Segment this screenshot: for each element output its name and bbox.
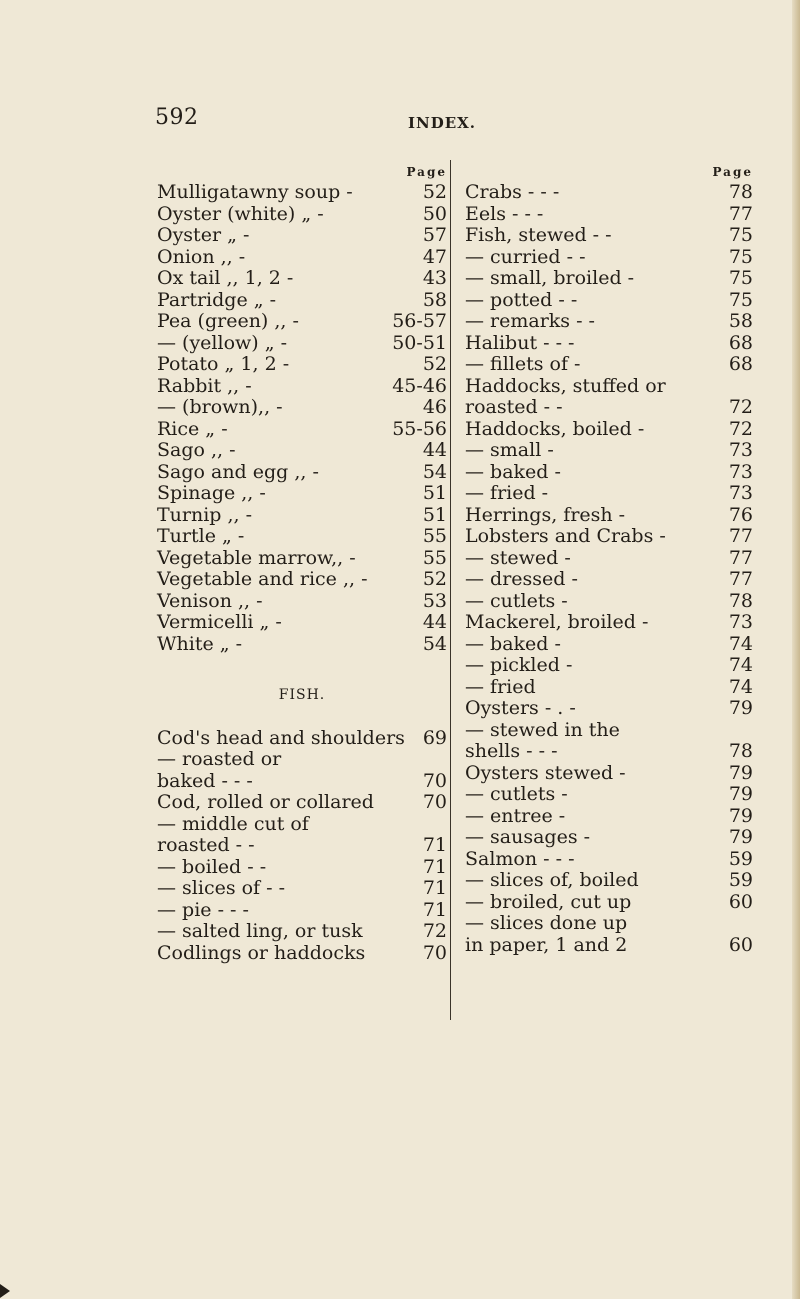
index-entry [465,591,753,613]
index-entry [157,900,447,922]
index-entry [157,483,447,505]
page-edge [792,0,800,1299]
index-entry [465,827,753,849]
entry-page: 46 [422,396,447,418]
index-entry [465,892,753,914]
index-entry [465,483,753,505]
entry-text: Rabbit ,, - [157,374,252,397]
index-entry [157,569,447,591]
entry-text: Oyster (white) „ - [157,202,324,225]
entry-text: — baked - [465,632,561,655]
entry-page: 55-56 [392,417,447,440]
entry-page: 52 [422,568,447,590]
entry-text: — small - [465,439,554,461]
entry-text: Eels - - - [465,202,544,225]
index-entry [157,354,447,376]
entry-page: 54 [422,632,447,655]
index-entry [465,182,753,204]
entry-text: Cod, rolled or collared [157,791,374,813]
entry-text: Crabs - - - [465,181,560,203]
index-entry [157,921,447,943]
entry-page: 43 [422,267,447,289]
index-entry [157,225,447,247]
entry-page: 70 [422,791,447,813]
index-entry [465,505,753,527]
entry-text: — dressed - [465,568,578,590]
entry-page: 75 [728,267,753,289]
index-entry [465,526,753,548]
entry-page: 75 [728,245,753,268]
entry-page: 55 [422,546,447,569]
entry-page: 59 [728,847,753,870]
index-entry [157,182,447,204]
entry-text: Codlings or haddocks [157,941,366,964]
index-entry [157,526,447,548]
fish-entries [157,728,447,965]
index-entry [465,247,753,269]
entry-page: 45-46 [392,374,447,397]
entry-text: — entree - [465,804,566,827]
entry-page: 78 [728,740,753,762]
entry-text: — stewed - [465,546,571,569]
entry-text: shells - - - [465,740,558,762]
entry-text: Haddocks, stuffed or [465,374,666,397]
entry-page: 44 [422,439,447,461]
index-entry [157,835,447,857]
entry-text: Turtle „ - [157,525,245,547]
index-entry [157,247,447,269]
entry-page: 74 [728,675,753,698]
index-entry [465,397,753,419]
entry-page: 71 [422,855,447,878]
entry-text: — fried - [465,482,549,504]
entry-text: — slices done up [465,912,628,934]
entry-text: Vegetable marrow,, - [157,546,356,569]
entry-page: 50 [422,202,447,225]
page-column-head: Page [406,165,447,179]
entry-page: 70 [422,769,447,792]
entry-text: — slices of, boiled [465,869,639,891]
entry-page: 52 [422,353,447,375]
entry-page: 79 [728,804,753,827]
entry-page: 56-57 [392,310,447,332]
left-column [157,162,447,964]
entry-text: — potted - - [465,288,578,311]
entry-page: 59 [728,869,753,891]
entry-page: 44 [422,611,447,633]
entry-text: — slices of - - [157,877,286,899]
index-entry [157,290,447,312]
index-entry [157,440,447,462]
index-entry [465,462,753,484]
entry-page: 53 [422,589,447,612]
entry-text: — middle cut of [157,812,309,835]
entry-text: Spinage ,, - [157,482,266,504]
entry-page: 77 [728,568,753,590]
entry-page: 79 [728,697,753,719]
entry-text: Oysters stewed - [465,761,626,784]
entry-text: Mulligatawny soup - [157,181,353,203]
index-entry [465,333,753,355]
index-entry [465,419,753,441]
entry-text: White „ - [157,632,243,655]
entry-page: 57 [422,224,447,246]
entry-text: Oyster „ - [157,224,250,246]
entry-text: Vermicelli „ - [157,611,282,633]
entry-page: 77 [728,546,753,569]
entry-page: 68 [728,331,753,354]
entry-page: 79 [728,783,753,805]
entry-text: baked - - - [157,769,253,792]
index-entry [465,677,753,699]
index-entry [157,814,447,836]
entry-page: 73 [728,460,753,483]
index-entry [157,311,447,333]
entry-page: 76 [728,503,753,526]
entry-text: Oysters - . - [465,697,576,719]
entry-page: 79 [728,826,753,848]
entry-page: 75 [728,288,753,311]
entry-page: 51 [422,482,447,504]
index-entry [465,268,753,290]
entry-page: 74 [728,632,753,655]
index-entry [465,763,753,785]
entry-text: Fish, stewed - - [465,224,612,246]
entry-page: 74 [728,654,753,676]
index-entry [157,548,447,570]
index-entry [157,749,447,771]
entry-page: 77 [728,202,753,225]
entry-text: Rice „ - [157,417,228,440]
entry-page: 73 [728,482,753,504]
entry-page: 72 [728,396,753,418]
index-entry [465,806,753,828]
entry-text: roasted - - [157,834,255,856]
entry-page: 47 [422,245,447,268]
index-entry [465,569,753,591]
entry-text: — broiled, cut up [465,890,632,913]
entry-page: 78 [728,181,753,203]
entry-text: — roasted or [157,748,282,770]
index-entry [465,204,753,226]
index-entry [465,225,753,247]
fish-entries-continued [465,182,753,956]
index-entry [465,784,753,806]
index-entry [465,741,753,763]
index-entry [465,870,753,892]
index-entry [465,655,753,677]
index-entry [157,462,447,484]
entry-text: Ox tail ,, 1, 2 - [157,267,294,289]
entry-page: 51 [422,503,447,526]
column-divider [450,160,451,1020]
index-entry [465,849,753,871]
index-entry [465,720,753,742]
index-entry [465,698,753,720]
index-entry [157,419,447,441]
entry-text: Sago ,, - [157,439,236,461]
entry-text: Onion ,, - [157,245,246,268]
entry-text: Mackerel, broiled - [465,611,649,633]
section-heading-fish: FISH. [278,686,326,703]
entry-text: Cod's head and shoulders [157,726,405,749]
entry-text: Lobsters and Crabs - [465,525,666,547]
entry-page: 60 [728,933,753,956]
entry-page: 68 [728,353,753,375]
index-entry [157,505,447,527]
index-entry [465,354,753,376]
entry-page: 73 [728,611,753,633]
index-entry [157,591,447,613]
entry-text: Salmon - - - [465,847,575,870]
index-entry [465,311,753,333]
entry-text: — fried [465,675,536,698]
entry-text: — cutlets - [465,783,568,805]
index-entry [465,612,753,634]
entry-text: Herrings, fresh - [465,503,626,526]
entry-text: Partridge „ - [157,288,277,311]
entry-page: 78 [728,589,753,612]
entry-page: 72 [422,920,447,942]
index-entry [157,333,447,355]
entry-text: — fillets of - [465,353,581,375]
entry-text: Venison ,, - [157,589,263,612]
index-entry [157,612,447,634]
entry-text: Halibut - - - [465,331,575,354]
entry-text: — small, broiled - [465,267,635,289]
entry-text: — pie - - - [157,898,249,921]
entry-text: — stewed in the [465,718,620,741]
entry-text: — baked - [465,460,561,483]
entry-text: — (yellow) „ - [157,331,288,354]
entry-page: 73 [728,439,753,461]
entry-page: 71 [422,877,447,899]
entry-page: 50-51 [392,331,447,354]
entry-text: — (brown),, - [157,396,283,418]
index-entry [157,268,447,290]
entry-page: 71 [422,834,447,856]
entry-text: — pickled - [465,654,573,676]
entry-text: — cutlets - [465,589,568,612]
index-entry [465,376,753,398]
entry-text: — boiled - - [157,855,267,878]
soup-entries [157,182,447,655]
entry-text: Sago and egg ,, - [157,460,319,483]
index-entry [157,857,447,879]
entry-text: Pea (green) ,, - [157,310,299,332]
entry-page: 69 [422,726,447,749]
index-entry [465,290,753,312]
index-entry [465,440,753,462]
entry-page: 58 [422,288,447,311]
entry-page: 70 [422,941,447,964]
index-entry [157,634,447,656]
index-entry [465,634,753,656]
entry-text: Turnip ,, - [157,503,253,526]
index-entry [157,771,447,793]
index-entry [157,943,447,965]
entry-text: — remarks - - [465,310,595,332]
entry-text: — salted ling, or tusk [157,920,363,942]
entry-text: — sausages - [465,826,591,848]
entry-text: roasted - - [465,396,563,418]
index-entry [157,204,447,226]
entry-page: 71 [422,898,447,921]
entry-text: — curried - - [465,245,586,268]
page-column-head: Page [712,165,753,179]
entry-page: 79 [728,761,753,784]
page-number: 592 [155,105,199,130]
margin-arrow-icon [0,1284,10,1298]
entry-page: 60 [728,890,753,913]
index-entry [465,935,753,957]
index-entry [157,376,447,398]
entry-page: 72 [728,417,753,440]
index-entry [157,728,447,750]
index-entry [157,397,447,419]
entry-text: in paper, 1 and 2 [465,933,628,956]
running-head: INDEX. [408,114,477,132]
entry-page: 75 [728,224,753,246]
index-entry [465,913,753,935]
right-column [465,162,753,956]
entry-page: 55 [422,525,447,547]
entry-page: 54 [422,460,447,483]
index-entry [157,878,447,900]
index-entry [465,548,753,570]
index-entry [157,792,447,814]
entry-page: 52 [422,181,447,203]
entry-text: Potato „ 1, 2 - [157,353,290,375]
entry-text: Vegetable and rice ,, - [157,568,368,590]
entry-page: 77 [728,525,753,547]
entry-text: Haddocks, boiled - [465,417,645,440]
entry-page: 58 [728,310,753,332]
